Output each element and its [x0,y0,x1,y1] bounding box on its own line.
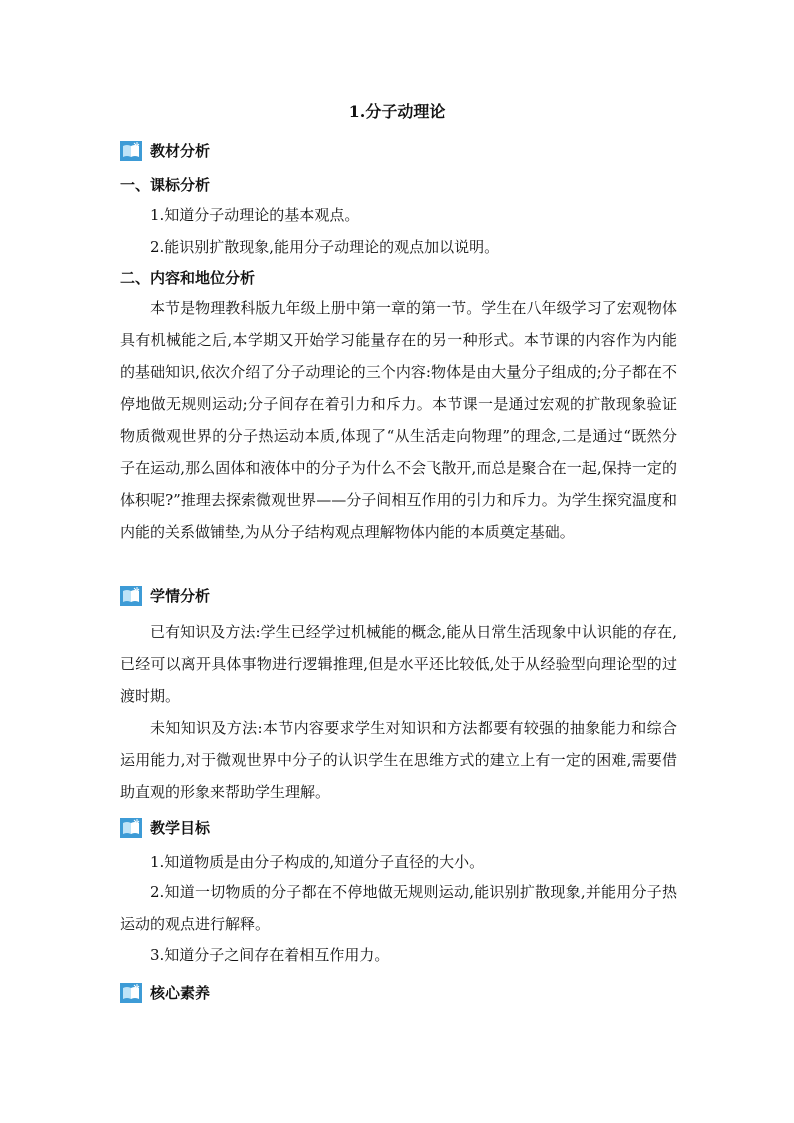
paragraph-student-known: 已有知识及方法:学生已经学过机械能的概念,能从日常生活现象中认识能的存在,已经可以离开具体事物进行逻辑推理,但是水平还比较低,处于从经验型向理论型的过渡时期。 [120,623,677,705]
open-book-icon [120,141,142,161]
paragraph-curriculum-2: 2.能识别扩散现象,能用分子动理论的观点加以说明。 [150,238,500,256]
page-title: 1.分子动理论 [348,102,446,121]
section-label: 教材分析 [150,142,211,160]
paragraph-goal-3: 3.知道分子之间存在着相互作用力。 [150,946,390,964]
section-label: 核心素养 [150,984,211,1002]
open-book-icon [120,586,142,606]
paragraph-student-unknown: 未知知识及方法:本节内容要求学生对知识和方法都要有较强的抽象能力和综合运用能力,对于微观世界中分子的认识学生在思维方式的建立上有一定的困难,需要借助直观的形象来帮助学生理解。 [120,719,677,801]
open-book-icon [120,818,142,838]
subhead-curriculum: 一、课标分析 [120,176,211,194]
section-core-literacy [120,980,210,1006]
open-book-icon [120,983,142,1003]
paragraph-goal-1: 1.知道物质是由分子构成的,知道分子直径的大小。 [150,853,485,871]
paragraph-content: 本节是物理教科版九年级上册中第一章的第一节。学生在八年级学习了宏观物体具有机械能之后,本学期又开始学习能量存在的另一种形式。本节课的内容作为内能的基础知识,依次介绍了分子动理论的三个内容:物体是由大量分子组成的;分子都在不停地做无规则运动;分子间存在着引力和斥力。本节课一是通过宏观的扩散现象验证物质微观世界的分子热运动本质,体现了“从生活走向物理”的理念,二是通过“既然分子在运动,那么固体和液体中的分子为什么不会飞散开,而总是聚合在一起,保持一定的体积呢?”推理去探索微观世界——分子间相互作用的引力和斥力。为学生探究温度和内能的关系做铺垫,为从分子结构观点理解物体内能的本质奠定基础。 [120,299,677,541]
paragraph-curriculum-1: 1.知道分子动理论的基本观点。 [150,206,360,224]
subhead-content-status: 二、内容和地位分析 [120,269,256,287]
section-label: 学情分析 [150,587,211,605]
paragraph-goal-2: 2.知道一切物质的分子都在不停地做无规则运动,能识别扩散现象,并能用分子热运动的观点进行解释。 [120,883,677,933]
section-label: 教学目标 [150,819,211,837]
section-student-analysis [120,583,210,609]
section-teaching-goals [120,815,210,841]
section-textbook-analysis [120,138,210,164]
